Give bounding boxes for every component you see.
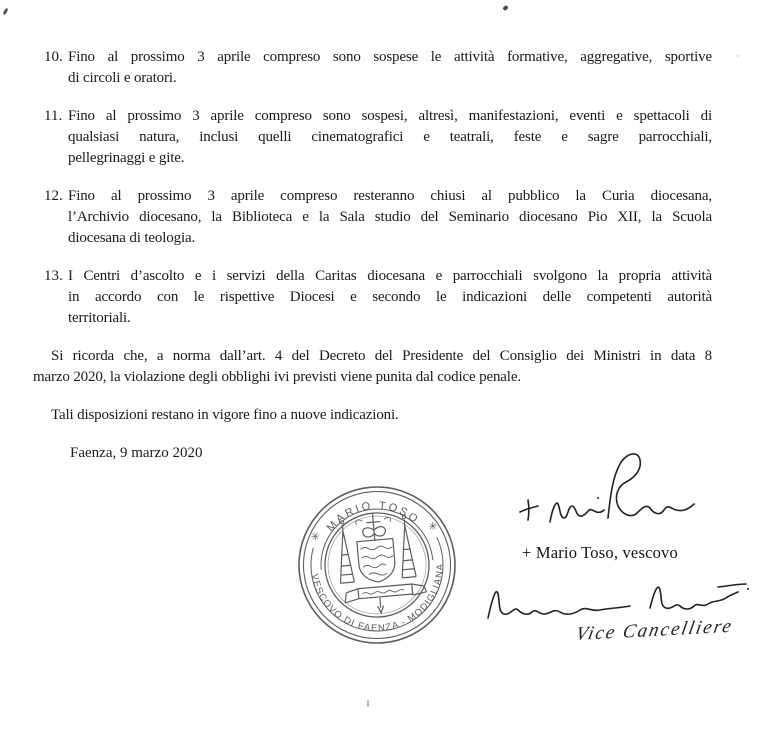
- numbered-list: [33, 47, 712, 329]
- shield: [357, 539, 397, 584]
- stamp-title-text: VESCOVO DI FAENZA - MODIGLIANA: [308, 562, 447, 635]
- list-item: [44, 106, 712, 169]
- signature-last-name-stroke: [650, 587, 738, 609]
- scan-artifact: [502, 5, 508, 11]
- stamp-star-right-icon: ✳: [427, 520, 439, 534]
- text-line: Si ricorda che, a norma dall’art. 4 del Decreto del Presidente del Consiglio dei Ministri in data 8: [51, 348, 712, 364]
- text-line: pellegrinaggi e gite.: [68, 150, 185, 166]
- stamp-star-left-icon: ✳: [310, 530, 321, 544]
- scan-artifact: [367, 700, 369, 707]
- scan-artifact: [737, 55, 739, 57]
- list-item: [44, 186, 712, 249]
- text-line: marzo 2020, la violazione degli obblighi ivi previsti viene punita dal codice penale.: [33, 369, 521, 385]
- episcopal-seal-stamp: [282, 470, 472, 660]
- foliage-curl-right: [384, 517, 391, 522]
- document-body: [33, 47, 712, 464]
- text-line: in accordo con le rispettive Diocesi e secondo le indicazioni delle competenti autorità: [68, 289, 712, 305]
- paragraph: [33, 405, 712, 426]
- shield-wave-2: [361, 554, 393, 560]
- foliage-right: [374, 526, 386, 536]
- item-number: 13.: [44, 268, 63, 284]
- list-item: [44, 266, 712, 329]
- item-number: 10.: [44, 49, 63, 65]
- text-line: Fino al prossimo 3 aprile compreso sono sospese le attività formative, aggregative, sportive: [68, 49, 712, 65]
- shield-wave-3: [363, 564, 386, 569]
- item-number: 11.: [44, 108, 63, 124]
- motto-text-squiggle: [362, 589, 404, 595]
- signature-cross-stroke: [528, 500, 529, 520]
- foliage-curl-left: [355, 520, 362, 525]
- shield-wave-4: [369, 572, 387, 577]
- text-line: diocesana di teologia.: [68, 230, 196, 246]
- text-line: I Centri d’ascolto e i servizi della Caritas diocesana e parrocchiali svolgono la propria attività: [68, 268, 712, 284]
- stamp-name-text: MARIO TOSO: [324, 499, 422, 534]
- vice-chancellor-handwritten-caption: Vice Cancelliere: [574, 615, 735, 646]
- text-line: l’Archivio diocesano, la Biblioteca e la Sala studio del Seminario diocesano Pio XII, la Scuola: [68, 209, 712, 225]
- pole-tail: [377, 598, 384, 613]
- scan-artifact: [3, 8, 9, 16]
- bishop-signature-caption: + Mario Toso, vescovo: [522, 543, 678, 562]
- shield-wave-1: [360, 545, 392, 551]
- foliage-left: [362, 527, 374, 537]
- bishop-signature: [498, 448, 708, 558]
- list-item: [44, 47, 712, 89]
- text-line: Tali disposizioni restano in vigore fino a nuove indicazioni.: [51, 407, 399, 423]
- paragraph: [33, 346, 712, 388]
- text-line: di circoli e oratori.: [68, 70, 177, 86]
- text-line: qualsiasi natura, inclusi quelli cinematografici e teatrali, feste e sagre parrocchiali,: [68, 129, 712, 145]
- text-line: territoriali.: [68, 310, 131, 326]
- dateline: Faenza, 9 marzo 2020: [70, 445, 203, 461]
- signature-i-dot: [747, 588, 749, 590]
- signature-first-name-stroke: [488, 592, 630, 618]
- signature-i-dot: [597, 497, 599, 499]
- text-line: Fino al prossimo 3 aprile compreso resteranno chiusi al pubblico la Curia diocesana,: [68, 188, 712, 204]
- signature-flourish-stroke: [608, 454, 694, 518]
- closing-paragraphs: [33, 346, 712, 426]
- signature-name-stroke: [550, 503, 604, 522]
- cross-pole: [373, 514, 375, 540]
- signature-t-bar: [718, 584, 746, 587]
- spire-left: [335, 524, 354, 583]
- text-line: Fino al prossimo 3 aprile compreso sono sospesi, altresì, manifestazioni, eventi e spettacoli di: [68, 108, 712, 124]
- cross-arms: [366, 522, 380, 523]
- item-number: 12.: [44, 188, 63, 204]
